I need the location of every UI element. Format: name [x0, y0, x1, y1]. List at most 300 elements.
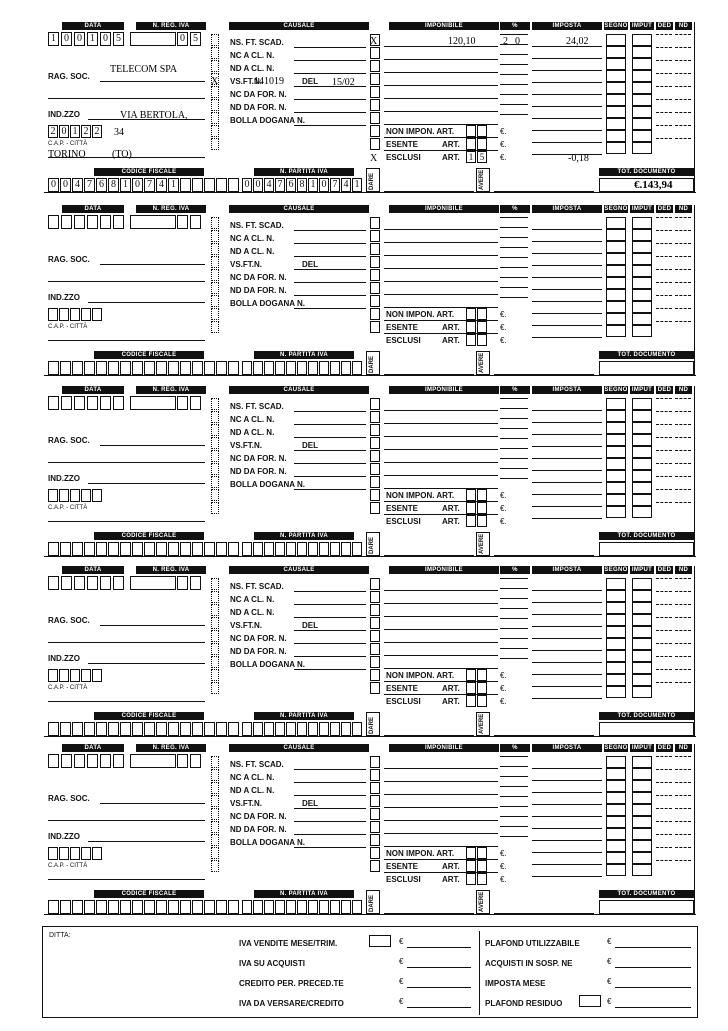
causale-check-box[interactable]: [211, 424, 219, 436]
causale-x-box[interactable]: [370, 437, 380, 449]
causale-check-box[interactable]: [211, 463, 219, 475]
causale-x-box[interactable]: [370, 682, 380, 694]
piva-digit-cell[interactable]: [242, 361, 252, 375]
art-digit-cell[interactable]: [477, 873, 487, 885]
causale-check-box[interactable]: [211, 821, 219, 833]
causale-check-box[interactable]: [211, 834, 219, 846]
date-digit-cell[interactable]: 0: [61, 32, 72, 46]
causale-check-box[interactable]: [211, 656, 219, 668]
cf-digit-cell[interactable]: [96, 900, 107, 914]
art-digit-cell[interactable]: [466, 669, 476, 681]
piva-digit-cell[interactable]: [286, 542, 296, 556]
reg-digit-cell[interactable]: 0: [177, 32, 188, 46]
cf-digit-cell[interactable]: [108, 361, 119, 375]
imput-box[interactable]: [632, 756, 652, 768]
cf-digit-cell[interactable]: [216, 900, 227, 914]
date-digit-cell[interactable]: [113, 576, 124, 590]
date-digit-cell[interactable]: [74, 576, 85, 590]
causale-check-box[interactable]: [211, 34, 219, 46]
segno-box[interactable]: [606, 410, 626, 422]
date-digit-cell[interactable]: [48, 215, 59, 229]
causale-check-box[interactable]: [211, 682, 219, 694]
segno-box[interactable]: [606, 626, 626, 638]
art-digit-cell[interactable]: [477, 321, 487, 333]
reg-digit-cell[interactable]: [177, 215, 188, 229]
art-digit-cell[interactable]: [477, 860, 487, 872]
causale-check-box[interactable]: [211, 756, 219, 768]
cf-digit-cell[interactable]: [48, 361, 59, 375]
date-digit-cell[interactable]: [100, 754, 111, 768]
segno-box[interactable]: [606, 301, 626, 313]
segno-box[interactable]: [606, 118, 626, 130]
imput-box[interactable]: [632, 828, 652, 840]
causale-x-box[interactable]: [370, 834, 380, 846]
imput-box[interactable]: [632, 241, 652, 253]
segno-box[interactable]: [606, 130, 626, 142]
segno-box[interactable]: [606, 674, 626, 686]
cf-digit-cell[interactable]: 8: [108, 178, 119, 192]
cf-digit-cell[interactable]: [156, 542, 167, 556]
imput-box[interactable]: [632, 130, 652, 142]
causale-check-box[interactable]: [211, 47, 219, 59]
causale-check-box[interactable]: [211, 112, 219, 124]
cf-digit-cell[interactable]: [228, 900, 239, 914]
imput-box[interactable]: [632, 301, 652, 313]
cap-digit-cell[interactable]: [70, 308, 80, 321]
piva-digit-cell[interactable]: [275, 361, 285, 375]
causale-x-box[interactable]: [370, 99, 380, 111]
causale-x-box[interactable]: [370, 795, 380, 807]
cf-digit-cell[interactable]: [156, 722, 167, 736]
cf-digit-cell[interactable]: 0: [132, 178, 143, 192]
causale-x-box[interactable]: [370, 269, 380, 281]
causale-x-box[interactable]: [370, 230, 380, 242]
art-digit-cell[interactable]: [466, 682, 476, 694]
date-digit-cell[interactable]: [74, 754, 85, 768]
causale-check-box[interactable]: [211, 295, 219, 307]
cf-digit-cell[interactable]: [96, 542, 107, 556]
art-digit-cell[interactable]: [466, 515, 476, 527]
cf-digit-cell[interactable]: [72, 542, 83, 556]
imput-box[interactable]: [632, 94, 652, 106]
cf-digit-cell[interactable]: [228, 542, 239, 556]
piva-digit-cell[interactable]: [330, 361, 340, 375]
imput-box[interactable]: [632, 816, 652, 828]
cf-digit-cell[interactable]: [48, 542, 59, 556]
piva-digit-cell[interactable]: 0: [319, 178, 329, 192]
cap-digit-cell[interactable]: [48, 669, 58, 682]
cap-digit-cell[interactable]: 2: [48, 125, 58, 138]
date-digit-cell[interactable]: [87, 754, 98, 768]
piva-digit-cell[interactable]: [319, 722, 329, 736]
causale-x-box[interactable]: [370, 450, 380, 462]
iva-vendite-box[interactable]: [369, 935, 391, 947]
cf-digit-cell[interactable]: [204, 542, 215, 556]
causale-check-box[interactable]: [211, 578, 219, 590]
art-digit-cell[interactable]: [477, 669, 487, 681]
imput-box[interactable]: [632, 638, 652, 650]
piva-digit-cell[interactable]: 7: [330, 178, 340, 192]
causale-x-box[interactable]: [370, 604, 380, 616]
causale-check-box[interactable]: [211, 617, 219, 629]
art-digit-cell[interactable]: [466, 489, 476, 501]
causale-check-box[interactable]: [211, 808, 219, 820]
piva-digit-cell[interactable]: [297, 542, 307, 556]
piva-digit-cell[interactable]: [253, 542, 263, 556]
piva-digit-cell[interactable]: [264, 542, 274, 556]
causale-check-box[interactable]: [211, 847, 219, 859]
causale-check-box[interactable]: [211, 860, 219, 872]
cf-digit-cell[interactable]: 4: [72, 178, 83, 192]
cf-digit-cell[interactable]: [180, 900, 191, 914]
cap-digit-cell[interactable]: [92, 308, 102, 321]
cf-digit-cell[interactable]: [204, 722, 215, 736]
imput-box[interactable]: [632, 470, 652, 482]
date-digit-cell[interactable]: [113, 396, 124, 410]
causale-check-box[interactable]: [211, 398, 219, 410]
causale-check-box[interactable]: [211, 321, 219, 333]
causale-x-box[interactable]: [370, 860, 380, 872]
segno-box[interactable]: [606, 458, 626, 470]
piva-digit-cell[interactable]: [341, 361, 351, 375]
art-digit-cell[interactable]: [466, 873, 476, 885]
causale-x-box[interactable]: [370, 769, 380, 781]
art-digit-cell[interactable]: [477, 515, 487, 527]
segno-box[interactable]: [606, 82, 626, 94]
ditta-field[interactable]: [47, 941, 223, 1013]
imput-box[interactable]: [632, 325, 652, 337]
date-digit-cell[interactable]: [87, 215, 98, 229]
imput-box[interactable]: [632, 494, 652, 506]
segno-box[interactable]: [606, 840, 626, 852]
imput-box[interactable]: [632, 410, 652, 422]
imput-box[interactable]: [632, 446, 652, 458]
imput-box[interactable]: [632, 852, 652, 864]
causale-check-box[interactable]: [211, 282, 219, 294]
causale-check-box[interactable]: [211, 476, 219, 488]
reg-digit-cell[interactable]: [190, 754, 201, 768]
piva-digit-cell[interactable]: [319, 900, 329, 914]
causale-x-box[interactable]: [370, 821, 380, 833]
cf-digit-cell[interactable]: [132, 361, 143, 375]
cf-digit-cell[interactable]: [180, 361, 191, 375]
causale-check-box[interactable]: [211, 643, 219, 655]
cap-digit-cell[interactable]: [81, 669, 91, 682]
causale-check-box[interactable]: [211, 669, 219, 681]
segno-box[interactable]: [606, 253, 626, 265]
imput-box[interactable]: [632, 277, 652, 289]
piva-digit-cell[interactable]: [242, 542, 252, 556]
art-digit-cell[interactable]: [477, 682, 487, 694]
cf-digit-cell[interactable]: 1: [120, 178, 131, 192]
date-digit-cell[interactable]: 0: [74, 32, 85, 46]
art-digit-cell[interactable]: [466, 308, 476, 320]
segno-box[interactable]: [606, 94, 626, 106]
piva-digit-cell[interactable]: 1: [308, 178, 318, 192]
tot-documento-box[interactable]: [599, 900, 694, 914]
segno-box[interactable]: [606, 768, 626, 780]
cf-digit-cell[interactable]: [144, 722, 155, 736]
causale-check-box[interactable]: [211, 217, 219, 229]
piva-digit-cell[interactable]: [286, 900, 296, 914]
causale-x-box[interactable]: [370, 643, 380, 655]
causale-check-box[interactable]: [211, 256, 219, 268]
imput-box[interactable]: [632, 34, 652, 46]
cf-digit-cell[interactable]: [60, 900, 71, 914]
cf-digit-cell[interactable]: [180, 542, 191, 556]
causale-check-box[interactable]: [211, 243, 219, 255]
piva-digit-cell[interactable]: [330, 542, 340, 556]
imput-box[interactable]: [632, 82, 652, 94]
date-digit-cell[interactable]: [61, 576, 72, 590]
cap-digit-cell[interactable]: [81, 308, 91, 321]
cf-digit-cell[interactable]: [192, 542, 203, 556]
segno-box[interactable]: [606, 446, 626, 458]
piva-digit-cell[interactable]: [330, 722, 340, 736]
cf-digit-cell[interactable]: [84, 542, 95, 556]
imput-box[interactable]: [632, 626, 652, 638]
causale-x-box[interactable]: [370, 217, 380, 229]
causale-x-box[interactable]: [370, 578, 380, 590]
reg-digit-cell[interactable]: [177, 754, 188, 768]
imput-box[interactable]: [632, 674, 652, 686]
segno-box[interactable]: [606, 482, 626, 494]
piva-digit-cell[interactable]: [286, 361, 296, 375]
causale-x-box[interactable]: [370, 398, 380, 410]
segno-box[interactable]: [606, 686, 626, 698]
cf-digit-cell[interactable]: [168, 900, 179, 914]
cap-digit-cell[interactable]: [59, 847, 69, 860]
segno-box[interactable]: [606, 506, 626, 518]
date-digit-cell[interactable]: 1: [87, 32, 98, 46]
piva-digit-cell[interactable]: [253, 900, 263, 914]
causale-x-box[interactable]: [370, 125, 380, 137]
reg-box[interactable]: [130, 754, 176, 768]
segno-box[interactable]: [606, 650, 626, 662]
cf-digit-cell[interactable]: [192, 361, 203, 375]
cf-digit-cell[interactable]: [108, 900, 119, 914]
cap-digit-cell[interactable]: 2: [92, 125, 102, 138]
causale-check-box[interactable]: [211, 450, 219, 462]
art-digit-cell[interactable]: [466, 502, 476, 514]
cf-digit-cell[interactable]: [108, 542, 119, 556]
cf-digit-cell[interactable]: 0: [60, 178, 71, 192]
piva-digit-cell[interactable]: [341, 900, 351, 914]
causale-x-box[interactable]: [370, 756, 380, 768]
segno-box[interactable]: [606, 289, 626, 301]
causale-x-box[interactable]: [370, 847, 380, 859]
causale-check-box[interactable]: [211, 308, 219, 320]
piva-digit-cell[interactable]: [297, 722, 307, 736]
segno-box[interactable]: [606, 804, 626, 816]
cap-digit-cell[interactable]: [92, 669, 102, 682]
cf-digit-cell[interactable]: [144, 361, 155, 375]
cap-digit-cell[interactable]: [92, 847, 102, 860]
cf-digit-cell[interactable]: [192, 722, 203, 736]
segno-box[interactable]: [606, 34, 626, 46]
tot-documento-box[interactable]: [599, 361, 694, 375]
imposta-mese-box[interactable]: [579, 995, 601, 1007]
causale-x-box[interactable]: [370, 463, 380, 475]
cf-digit-cell[interactable]: [132, 542, 143, 556]
cf-digit-cell[interactable]: [216, 178, 227, 192]
art-digit-cell[interactable]: 5: [477, 151, 487, 163]
causale-x-box[interactable]: [370, 256, 380, 268]
segno-box[interactable]: [606, 780, 626, 792]
piva-digit-cell[interactable]: 6: [286, 178, 296, 192]
cap-digit-cell[interactable]: [48, 308, 58, 321]
segno-box[interactable]: [606, 422, 626, 434]
cf-digit-cell[interactable]: 4: [156, 178, 167, 192]
imput-box[interactable]: [632, 506, 652, 518]
segno-box[interactable]: [606, 578, 626, 590]
cf-digit-cell[interactable]: [48, 900, 59, 914]
cf-digit-cell[interactable]: [84, 900, 95, 914]
causale-x-box[interactable]: [370, 295, 380, 307]
segno-box[interactable]: [606, 106, 626, 118]
cf-digit-cell[interactable]: [180, 722, 191, 736]
imput-box[interactable]: [632, 792, 652, 804]
imput-box[interactable]: [632, 422, 652, 434]
segno-box[interactable]: [606, 434, 626, 446]
reg-digit-cell[interactable]: [177, 396, 188, 410]
date-digit-cell[interactable]: [113, 754, 124, 768]
segno-box[interactable]: [606, 602, 626, 614]
piva-digit-cell[interactable]: [275, 722, 285, 736]
piva-digit-cell[interactable]: [308, 900, 318, 914]
cf-digit-cell[interactable]: [120, 542, 131, 556]
cf-digit-cell[interactable]: [180, 178, 191, 192]
cap-digit-cell[interactable]: [70, 489, 80, 502]
segno-box[interactable]: [606, 638, 626, 650]
imput-box[interactable]: [632, 142, 652, 154]
segno-box[interactable]: [606, 70, 626, 82]
art-digit-cell[interactable]: [466, 138, 476, 150]
cf-digit-cell[interactable]: [96, 361, 107, 375]
cf-digit-cell[interactable]: [228, 178, 239, 192]
imput-box[interactable]: [632, 590, 652, 602]
causale-x-box[interactable]: [370, 424, 380, 436]
causale-x-box[interactable]: [370, 630, 380, 642]
cf-digit-cell[interactable]: [156, 900, 167, 914]
segno-box[interactable]: [606, 313, 626, 325]
cf-digit-cell[interactable]: [96, 722, 107, 736]
segno-box[interactable]: [606, 816, 626, 828]
imput-box[interactable]: [632, 46, 652, 58]
cap-digit-cell[interactable]: [59, 669, 69, 682]
causale-x-box[interactable]: [370, 502, 380, 514]
cf-digit-cell[interactable]: [228, 722, 239, 736]
segno-box[interactable]: [606, 828, 626, 840]
causale-x-box[interactable]: [370, 73, 380, 85]
segno-box[interactable]: [606, 852, 626, 864]
cap-digit-cell[interactable]: [70, 669, 80, 682]
cap-digit-cell[interactable]: 1: [70, 125, 80, 138]
cf-digit-cell[interactable]: [48, 722, 59, 736]
cf-digit-cell[interactable]: [60, 542, 71, 556]
date-digit-cell[interactable]: 5: [113, 32, 124, 46]
cf-digit-cell[interactable]: [60, 361, 71, 375]
piva-digit-cell[interactable]: 0: [242, 178, 252, 192]
imput-box[interactable]: [632, 602, 652, 614]
piva-digit-cell[interactable]: [297, 900, 307, 914]
imput-box[interactable]: [632, 313, 652, 325]
art-digit-cell[interactable]: [466, 860, 476, 872]
segno-box[interactable]: [606, 142, 626, 154]
imput-box[interactable]: [632, 398, 652, 410]
imput-box[interactable]: [632, 768, 652, 780]
piva-digit-cell[interactable]: [264, 361, 274, 375]
date-digit-cell[interactable]: 0: [100, 32, 111, 46]
cf-digit-cell[interactable]: 6: [96, 178, 107, 192]
cf-digit-cell[interactable]: [192, 178, 203, 192]
cf-digit-cell[interactable]: [132, 900, 143, 914]
segno-box[interactable]: [606, 864, 626, 876]
date-digit-cell[interactable]: [61, 396, 72, 410]
causale-x-box[interactable]: [370, 411, 380, 423]
cf-digit-cell[interactable]: [216, 542, 227, 556]
art-digit-cell[interactable]: [466, 321, 476, 333]
segno-box[interactable]: [606, 46, 626, 58]
piva-digit-cell[interactable]: [286, 722, 296, 736]
segno-box[interactable]: [606, 494, 626, 506]
date-digit-cell[interactable]: [61, 215, 72, 229]
piva-digit-cell[interactable]: [264, 900, 274, 914]
cf-digit-cell[interactable]: [216, 722, 227, 736]
causale-check-box[interactable]: [211, 269, 219, 281]
causale-x-box[interactable]: [370, 112, 380, 124]
causale-check-box[interactable]: [211, 591, 219, 603]
causale-x-box[interactable]: [370, 243, 380, 255]
cf-digit-cell[interactable]: [168, 722, 179, 736]
cf-digit-cell[interactable]: [72, 361, 83, 375]
imput-box[interactable]: [632, 686, 652, 698]
piva-digit-cell[interactable]: [264, 722, 274, 736]
cap-digit-cell[interactable]: [81, 847, 91, 860]
date-digit-cell[interactable]: [100, 576, 111, 590]
piva-digit-cell[interactable]: 8: [297, 178, 307, 192]
causale-x-box[interactable]: [370, 476, 380, 488]
piva-digit-cell[interactable]: [308, 361, 318, 375]
segno-box[interactable]: [606, 590, 626, 602]
date-digit-cell[interactable]: [74, 215, 85, 229]
causale-x-box[interactable]: [370, 656, 380, 668]
art-digit-cell[interactable]: [477, 502, 487, 514]
causale-x-box[interactable]: [370, 60, 380, 72]
piva-digit-cell[interactable]: [242, 900, 252, 914]
imput-box[interactable]: [632, 482, 652, 494]
imput-box[interactable]: [632, 578, 652, 590]
causale-x-box[interactable]: [370, 591, 380, 603]
piva-digit-cell[interactable]: [330, 900, 340, 914]
causale-x-box[interactable]: [370, 86, 380, 98]
causale-x-box[interactable]: [370, 308, 380, 320]
reg-digit-cell[interactable]: [190, 576, 201, 590]
segno-box[interactable]: [606, 241, 626, 253]
causale-check-box[interactable]: [211, 769, 219, 781]
art-digit-cell[interactable]: [466, 125, 476, 137]
imput-box[interactable]: [632, 864, 652, 876]
art-digit-cell[interactable]: [477, 138, 487, 150]
date-digit-cell[interactable]: [48, 754, 59, 768]
reg-box[interactable]: [130, 32, 176, 46]
segno-box[interactable]: [606, 470, 626, 482]
date-digit-cell[interactable]: [113, 215, 124, 229]
imput-box[interactable]: [632, 434, 652, 446]
segno-box[interactable]: [606, 614, 626, 626]
piva-digit-cell[interactable]: [308, 542, 318, 556]
cf-digit-cell[interactable]: [216, 361, 227, 375]
